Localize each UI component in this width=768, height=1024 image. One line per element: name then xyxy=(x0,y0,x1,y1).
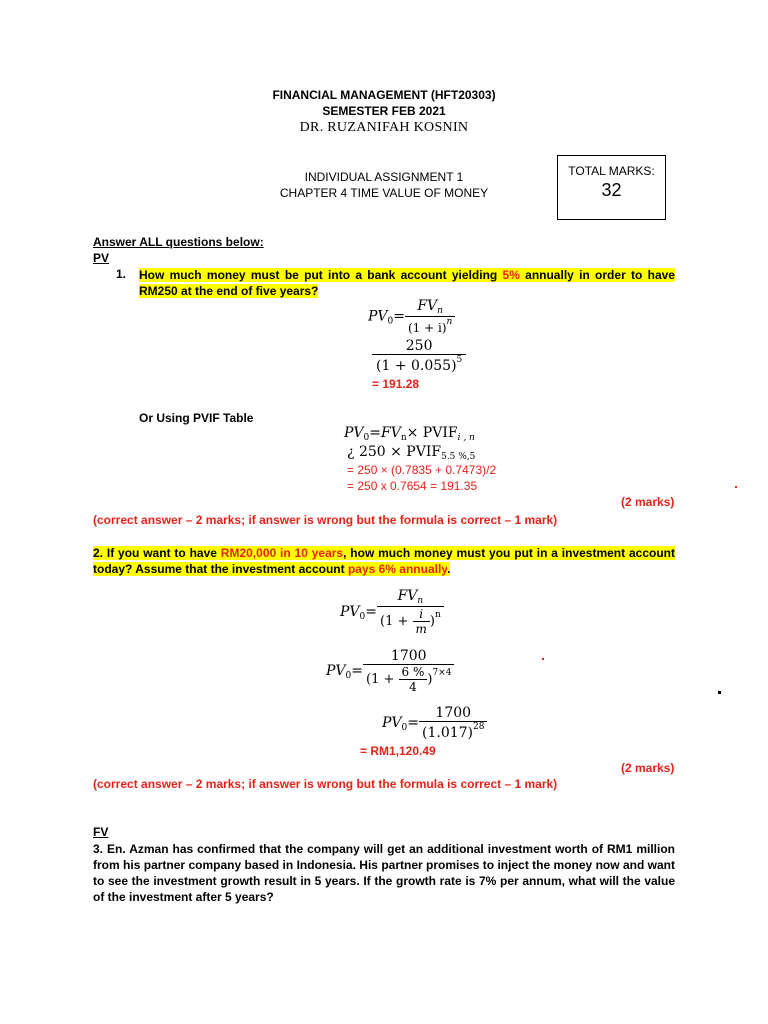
q2-text-c: . xyxy=(447,562,451,576)
q2-rate: pays 6% annually xyxy=(347,562,448,576)
chapter-title: CHAPTER 4 TIME VALUE OF MONEY xyxy=(279,186,489,200)
q2-marking-note: (correct answer – 2 marks; if answer is wrong but the formula is correct – 1 mark) xyxy=(93,777,558,791)
total-marks-box xyxy=(557,155,666,220)
q2-amount: RM20,000 in 10 years xyxy=(220,546,344,560)
q2-question xyxy=(93,545,675,577)
q3-text: 3. En. Azman has confirmed that the company will get an additional investment worth of RM1 million from his partner company based in Indonesia. His partner promises to inject the money now and want to see the investment growth result in 5 years. If the growth rate is 7% per annum, what will the value of the investment after 5 years? xyxy=(93,842,675,904)
q1-formula-pv: $PV_0=$ $\frac{FV_n}{(1 + i)^n}$ xyxy=(368,298,455,335)
q1-rate: 5% xyxy=(502,268,520,282)
q1-result: = 191.28 xyxy=(372,377,420,391)
section-pv: PV xyxy=(93,251,110,265)
q1-formula-substituted: $\frac{250}{(1 + 0.055)^5}$ xyxy=(372,338,466,374)
q2-text-a: 2. If you want to have xyxy=(93,546,221,560)
q1-marks: (2 marks) xyxy=(621,495,675,509)
q1-alt-label: Or Using PVIF Table xyxy=(139,411,254,425)
q1-formula-pvif-sub: ¿ $250 \times PVIF_{5.5 \%,5}$ xyxy=(347,444,476,462)
q2-text-b: , how much money must you put in a investment account today? Assume that the investment account xyxy=(93,546,675,576)
stray-mark xyxy=(718,691,721,694)
q2-formula-substituted: $PV_0=$ 1700 (1 + $\frac{6 \%}{4}$ )$^{7\times 4}$ xyxy=(326,648,454,694)
q1-text-a: How much money must be put into a bank account yielding xyxy=(139,268,503,282)
q2-formula-simplified: $PV_0=$ $\frac{1700}{(1.017)^{28}}$ xyxy=(382,705,487,741)
total-marks-label: TOTAL MARKS: xyxy=(568,164,655,178)
assignment-title: INDIVIDUAL ASSIGNMENT 1 xyxy=(304,170,464,184)
q1-text-b: annually in order to have RM250 at the end of five years? xyxy=(139,268,675,298)
section-fv: FV xyxy=(93,825,109,839)
q3-question xyxy=(93,841,675,905)
q1-marking-note: (correct answer – 2 marks; if answer is wrong but the formula is correct – 1 mark) xyxy=(93,513,558,527)
lecturer-name: DR. RUZANIFAH KOSNIN xyxy=(299,120,469,135)
q2-result: = RM1,120.49 xyxy=(360,744,436,758)
instructions: Answer ALL questions below: xyxy=(93,235,264,249)
course-title: FINANCIAL MANAGEMENT (HFT20303) xyxy=(272,88,496,102)
semester-title: SEMESTER FEB 2021 xyxy=(322,104,446,118)
q1-step1: = 250 × (0.7835 + 0.7473)/2 xyxy=(347,463,497,477)
stray-mark xyxy=(735,486,737,488)
total-marks-value: 32 xyxy=(601,180,622,200)
q1-question xyxy=(139,267,675,299)
q2-formula-pv: $PV_0=$ $FV_n$ (1 + $\frac{i}{m}$ )$^n$ xyxy=(340,588,444,636)
q1-formula-pvif: $PV_0=FV_n\times$ $PVIF_{i , n}$ xyxy=(344,425,475,443)
q1-number: 1. xyxy=(116,267,127,281)
q2-marks: (2 marks) xyxy=(621,761,675,775)
q1-step2: = 250 x 0.7654 = 191.35 xyxy=(347,479,478,493)
stray-mark xyxy=(542,658,544,660)
